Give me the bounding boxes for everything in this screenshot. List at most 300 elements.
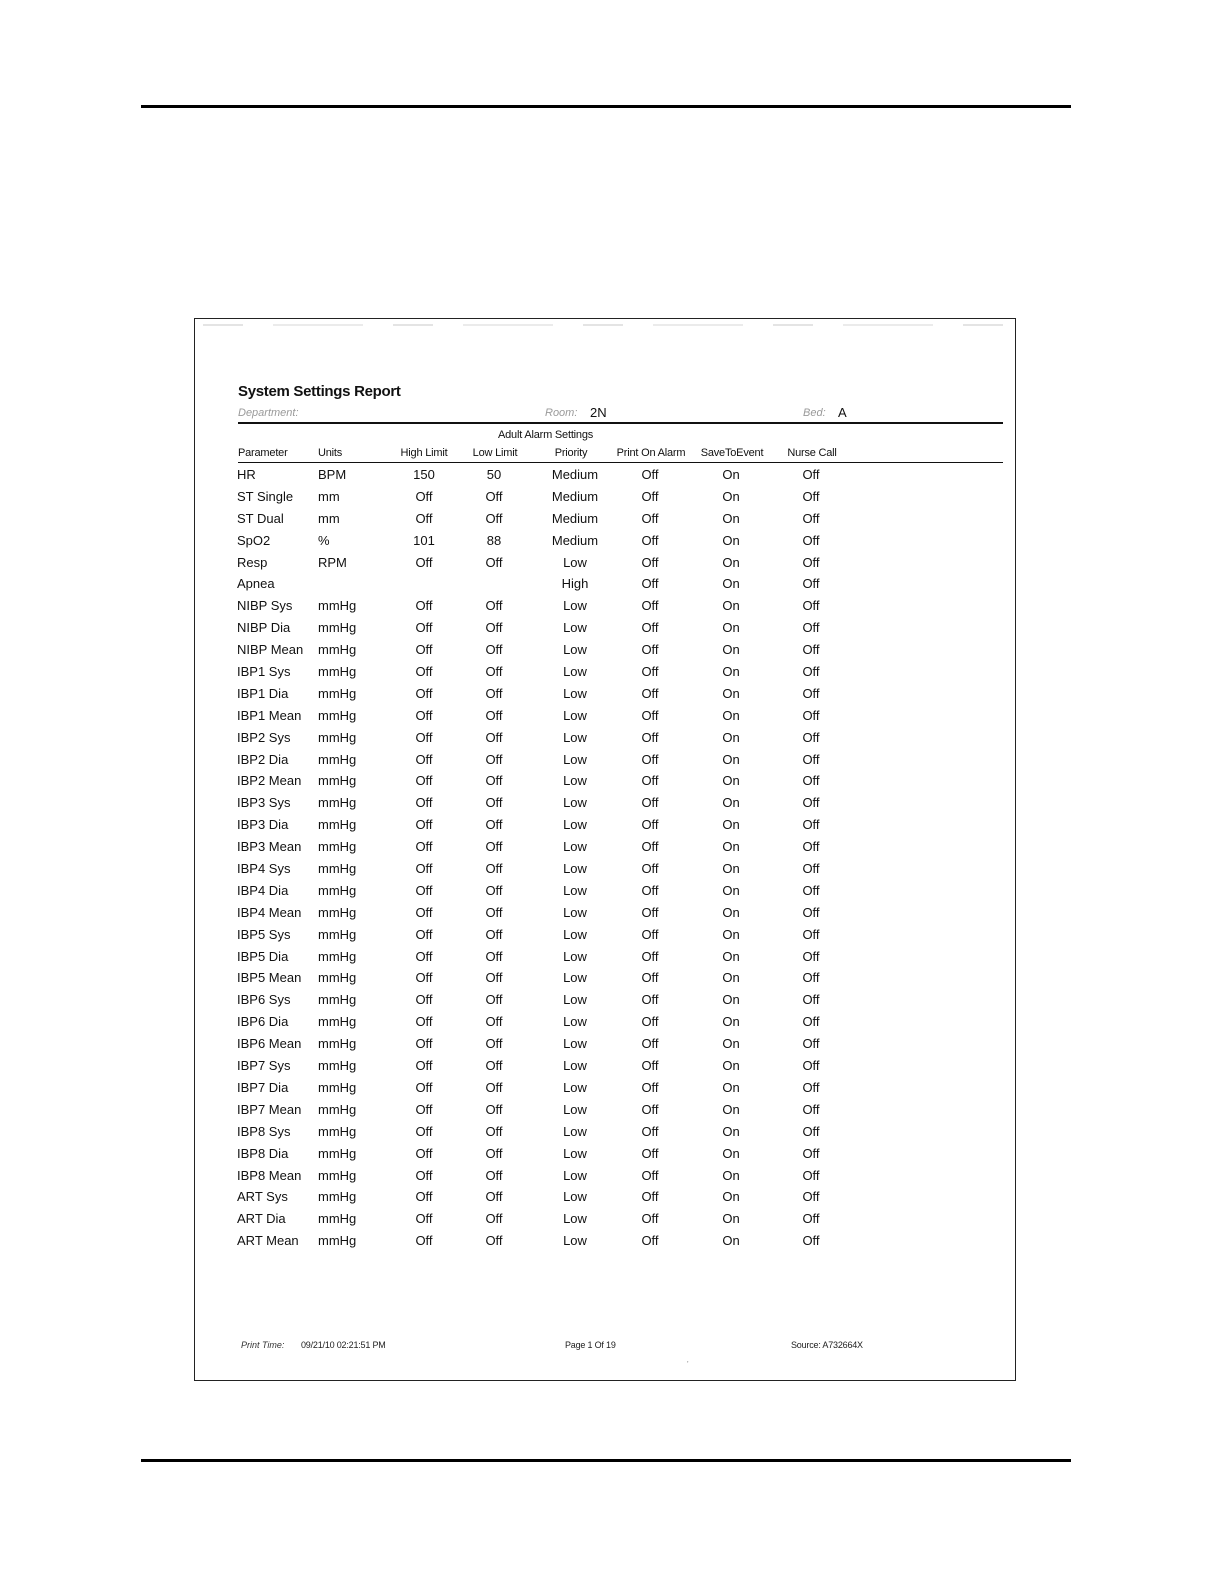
- row-nurse-call: Off: [802, 488, 820, 504]
- row-parameter: IBP1 Mean: [237, 707, 302, 723]
- row-high-limit: Off: [415, 620, 433, 636]
- row-low-limit: Off: [485, 948, 503, 964]
- row-parameter: HR: [237, 467, 256, 482]
- row-low-limit: Off: [485, 1123, 503, 1139]
- row-high-limit: Off: [415, 970, 433, 986]
- row-print-on-alarm: Off: [641, 642, 659, 658]
- row-save-to-event: On: [722, 467, 740, 482]
- row-high-limit: Off: [415, 904, 433, 920]
- row-save-to-event: On: [722, 1079, 740, 1095]
- table-row: [195, 968, 1015, 990]
- row-priority: Low: [563, 1211, 587, 1227]
- row-units: %: [318, 532, 330, 548]
- row-nurse-call: Off: [802, 970, 820, 986]
- row-save-to-event: On: [722, 664, 740, 680]
- row-priority: Low: [563, 598, 587, 614]
- row-low-limit: Off: [485, 795, 503, 811]
- scan-artifact: [203, 324, 1007, 326]
- row-high-limit: Off: [415, 642, 433, 658]
- department-label: Department:: [238, 407, 299, 419]
- row-priority: Low: [563, 751, 587, 767]
- row-low-limit: Off: [485, 620, 503, 636]
- row-print-on-alarm: Off: [641, 904, 659, 920]
- row-print-on-alarm: Off: [641, 554, 659, 570]
- table-row: [195, 815, 1015, 837]
- row-print-on-alarm: Off: [641, 532, 659, 548]
- row-units: mmHg: [318, 642, 357, 658]
- table-row: [195, 574, 1015, 596]
- row-units: mmHg: [318, 904, 357, 920]
- row-high-limit: Off: [415, 1189, 433, 1205]
- row-nurse-call: Off: [802, 992, 820, 1008]
- row-save-to-event: On: [722, 1145, 740, 1161]
- bed-label: Bed:: [803, 407, 826, 419]
- scan-speck: ’: [687, 1361, 689, 1368]
- row-priority: Low: [563, 992, 587, 1008]
- row-low-limit: Off: [485, 554, 503, 570]
- row-nurse-call: Off: [802, 554, 820, 570]
- table-row: [195, 684, 1015, 706]
- row-high-limit: Off: [415, 554, 433, 570]
- row-units: mm: [318, 510, 340, 526]
- row-nurse-call: Off: [802, 467, 820, 482]
- row-units: mmHg: [318, 1145, 357, 1161]
- row-print-on-alarm: Off: [641, 1145, 659, 1161]
- row-save-to-event: On: [722, 817, 740, 833]
- row-low-limit: Off: [485, 1036, 503, 1052]
- row-save-to-event: On: [722, 992, 740, 1008]
- row-nurse-call: Off: [802, 685, 820, 701]
- row-units: mmHg: [318, 948, 357, 964]
- table-row: [195, 618, 1015, 640]
- column-header-print-on-alarm: Print On Alarm: [616, 447, 686, 459]
- row-units: mmHg: [318, 882, 357, 898]
- page-number: Page 1 Of 19: [565, 1340, 616, 1350]
- row-low-limit: Off: [485, 1167, 503, 1183]
- row-parameter: IBP5 Dia: [237, 948, 289, 964]
- row-high-limit: Off: [415, 1233, 433, 1249]
- header-divider: [238, 422, 1003, 424]
- row-print-on-alarm: Off: [641, 620, 659, 636]
- row-nurse-call: Off: [802, 882, 820, 898]
- row-save-to-event: On: [722, 882, 740, 898]
- row-save-to-event: On: [722, 861, 740, 877]
- row-nurse-call: Off: [802, 510, 820, 526]
- row-high-limit: Off: [415, 598, 433, 614]
- row-units: mmHg: [318, 620, 357, 636]
- row-units: mmHg: [318, 1079, 357, 1095]
- row-priority: Low: [563, 948, 587, 964]
- row-parameter: IBP3 Dia: [237, 817, 289, 833]
- row-print-on-alarm: Off: [641, 664, 659, 680]
- table-row: [195, 1122, 1015, 1144]
- row-high-limit: Off: [415, 817, 433, 833]
- row-print-on-alarm: Off: [641, 751, 659, 767]
- row-low-limit: Off: [485, 882, 503, 898]
- row-print-on-alarm: Off: [641, 992, 659, 1008]
- row-nurse-call: Off: [802, 861, 820, 877]
- row-high-limit: Off: [415, 1101, 433, 1117]
- row-print-on-alarm: Off: [641, 1101, 659, 1117]
- row-high-limit: Off: [415, 882, 433, 898]
- row-high-limit: Off: [415, 510, 433, 526]
- row-print-on-alarm: Off: [641, 970, 659, 986]
- column-header-save-to-event: SaveToEvent: [700, 447, 764, 459]
- row-priority: Medium: [551, 532, 599, 548]
- row-priority: Medium: [551, 467, 599, 482]
- row-nurse-call: Off: [802, 795, 820, 811]
- source-id: Source: A732664X: [791, 1340, 863, 1350]
- row-units: mmHg: [318, 992, 357, 1008]
- row-nurse-call: Off: [802, 1211, 820, 1227]
- row-parameter: NIBP Dia: [237, 620, 291, 636]
- row-low-limit: Off: [485, 861, 503, 877]
- row-parameter: ART Mean: [237, 1233, 299, 1249]
- row-parameter: IBP1 Sys: [237, 664, 291, 680]
- row-low-limit: Off: [485, 1211, 503, 1227]
- row-parameter: IBP6 Sys: [237, 992, 291, 1008]
- column-header-nurse-call: Nurse Call: [787, 447, 837, 459]
- row-low-limit: Off: [485, 510, 503, 526]
- row-priority: Medium: [551, 488, 599, 504]
- row-high-limit: 150: [413, 467, 435, 482]
- row-units: mmHg: [318, 1189, 357, 1205]
- row-high-limit: Off: [415, 861, 433, 877]
- row-low-limit: Off: [485, 488, 503, 504]
- row-nurse-call: Off: [802, 773, 820, 789]
- table-row: [195, 553, 1015, 575]
- column-header-low-limit: Low Limit: [472, 447, 518, 459]
- row-priority: Low: [563, 861, 587, 877]
- column-header-units: Units: [318, 447, 343, 459]
- row-save-to-event: On: [722, 488, 740, 504]
- row-nurse-call: Off: [802, 1101, 820, 1117]
- row-units: mmHg: [318, 598, 357, 614]
- row-low-limit: Off: [485, 664, 503, 680]
- row-save-to-event: On: [722, 707, 740, 723]
- row-print-on-alarm: Off: [641, 1079, 659, 1095]
- table-row: [195, 728, 1015, 750]
- row-print-on-alarm: Off: [641, 510, 659, 526]
- row-nurse-call: Off: [802, 751, 820, 767]
- room-label: Room:: [545, 407, 578, 419]
- row-high-limit: Off: [415, 1211, 433, 1227]
- row-print-on-alarm: Off: [641, 685, 659, 701]
- row-high-limit: Off: [415, 707, 433, 723]
- row-parameter: ST Single: [237, 488, 294, 504]
- row-low-limit: Off: [485, 1101, 503, 1117]
- row-nurse-call: Off: [802, 576, 820, 592]
- table-row: [195, 531, 1015, 553]
- table-row: [195, 596, 1015, 618]
- row-low-limit: Off: [485, 729, 503, 745]
- row-units: mmHg: [318, 1058, 357, 1074]
- print-time-value: 09/21/10 02:21:51 PM: [301, 1340, 386, 1350]
- row-nurse-call: Off: [802, 664, 820, 680]
- table-row: [195, 1209, 1015, 1231]
- row-print-on-alarm: Off: [641, 1211, 659, 1227]
- row-units: RPM: [318, 554, 347, 570]
- row-priority: Low: [563, 642, 587, 658]
- row-units: mmHg: [318, 970, 357, 986]
- row-priority: Low: [563, 1123, 587, 1139]
- row-nurse-call: Off: [802, 1167, 820, 1183]
- table-row: [195, 793, 1015, 815]
- row-save-to-event: On: [722, 795, 740, 811]
- row-priority: Low: [563, 795, 587, 811]
- row-parameter: ART Sys: [237, 1189, 288, 1205]
- row-priority: Low: [563, 904, 587, 920]
- row-units: mmHg: [318, 1123, 357, 1139]
- row-high-limit: Off: [415, 751, 433, 767]
- row-low-limit: Off: [485, 685, 503, 701]
- row-units: mmHg: [318, 1014, 357, 1030]
- row-save-to-event: On: [722, 1014, 740, 1030]
- row-units: mmHg: [318, 861, 357, 877]
- row-low-limit: Off: [485, 1014, 503, 1030]
- row-print-on-alarm: Off: [641, 1123, 659, 1139]
- page-bottom-rule: [141, 1459, 1071, 1462]
- row-print-on-alarm: Off: [641, 707, 659, 723]
- table-row: [195, 881, 1015, 903]
- table-row: [195, 662, 1015, 684]
- row-high-limit: Off: [415, 729, 433, 745]
- row-units: mmHg: [318, 817, 357, 833]
- row-priority: Low: [563, 1189, 587, 1205]
- row-nurse-call: Off: [802, 598, 820, 614]
- row-high-limit: Off: [415, 1145, 433, 1161]
- row-print-on-alarm: Off: [641, 1189, 659, 1205]
- row-low-limit: Off: [485, 904, 503, 920]
- row-nurse-call: Off: [802, 1079, 820, 1095]
- row-print-on-alarm: Off: [641, 1014, 659, 1030]
- row-units: mmHg: [318, 1211, 357, 1227]
- row-low-limit: Off: [485, 707, 503, 723]
- row-high-limit: Off: [415, 664, 433, 680]
- row-units: BPM: [318, 467, 347, 482]
- alarm-settings-table: [195, 465, 1015, 1253]
- row-parameter: IBP2 Mean: [237, 773, 302, 789]
- row-low-limit: Off: [485, 642, 503, 658]
- row-save-to-event: On: [722, 554, 740, 570]
- row-nurse-call: Off: [802, 1145, 820, 1161]
- table-row: [195, 640, 1015, 662]
- table-row: [195, 990, 1015, 1012]
- row-print-on-alarm: Off: [641, 773, 659, 789]
- table-row: [195, 509, 1015, 531]
- row-parameter: IBP8 Mean: [237, 1167, 302, 1183]
- row-priority: Low: [563, 970, 587, 986]
- row-priority: Low: [563, 620, 587, 636]
- row-priority: Low: [563, 1145, 587, 1161]
- row-high-limit: Off: [415, 926, 433, 942]
- row-priority: Low: [563, 1079, 587, 1095]
- row-priority: Low: [563, 817, 587, 833]
- row-units: mmHg: [318, 664, 357, 680]
- table-row: [195, 750, 1015, 772]
- table-row: [195, 903, 1015, 925]
- row-low-limit: Off: [485, 926, 503, 942]
- column-header-high-limit: High Limit: [400, 447, 448, 459]
- row-priority: Low: [563, 882, 587, 898]
- row-low-limit: Off: [485, 773, 503, 789]
- row-nurse-call: Off: [802, 642, 820, 658]
- row-priority: Low: [563, 1036, 587, 1052]
- row-units: mmHg: [318, 685, 357, 701]
- table-row: [195, 1231, 1015, 1253]
- row-parameter: IBP2 Sys: [237, 729, 291, 745]
- row-high-limit: Off: [415, 1058, 433, 1074]
- page-top-rule: [141, 105, 1071, 108]
- table-row: [195, 1166, 1015, 1188]
- row-parameter: IBP3 Mean: [237, 839, 302, 855]
- table-row: [195, 837, 1015, 859]
- row-print-on-alarm: Off: [641, 467, 659, 482]
- table-row: [195, 1034, 1015, 1056]
- row-print-on-alarm: Off: [641, 839, 659, 855]
- row-units: mmHg: [318, 1036, 357, 1052]
- row-nurse-call: Off: [802, 620, 820, 636]
- row-low-limit: Off: [485, 1079, 503, 1095]
- row-high-limit: Off: [415, 1014, 433, 1030]
- row-units: mmHg: [318, 1233, 357, 1249]
- row-high-limit: Off: [415, 1167, 433, 1183]
- row-priority: Low: [563, 729, 587, 745]
- row-parameter: IBP5 Sys: [237, 926, 291, 942]
- row-save-to-event: On: [722, 948, 740, 964]
- row-units: mmHg: [318, 839, 357, 855]
- row-save-to-event: On: [722, 1123, 740, 1139]
- column-header-parameter: Parameter: [238, 447, 288, 459]
- row-parameter: IBP8 Sys: [237, 1123, 291, 1139]
- row-low-limit: Off: [485, 751, 503, 767]
- row-save-to-event: On: [722, 839, 740, 855]
- table-row: [195, 1012, 1015, 1034]
- table-row: [195, 1078, 1015, 1100]
- row-save-to-event: On: [722, 751, 740, 767]
- row-high-limit: Off: [415, 1079, 433, 1095]
- row-nurse-call: Off: [802, 1189, 820, 1205]
- table-group-title: Adult Alarm Settings: [498, 429, 594, 441]
- row-high-limit: Off: [415, 1036, 433, 1052]
- row-units: mmHg: [318, 1167, 357, 1183]
- row-parameter: Apnea: [237, 576, 275, 592]
- room-value: 2N: [590, 405, 607, 420]
- row-priority: High: [561, 576, 589, 592]
- table-row: [195, 1100, 1015, 1122]
- row-high-limit: Off: [415, 685, 433, 701]
- table-row: [195, 1187, 1015, 1209]
- row-low-limit: Off: [485, 992, 503, 1008]
- row-parameter: IBP2 Dia: [237, 751, 289, 767]
- row-units: mmHg: [318, 751, 357, 767]
- row-nurse-call: Off: [802, 817, 820, 833]
- scanned-report-image: [194, 318, 1016, 1381]
- row-nurse-call: Off: [802, 1123, 820, 1139]
- row-save-to-event: On: [722, 1233, 740, 1249]
- row-nurse-call: Off: [802, 926, 820, 942]
- row-parameter: IBP7 Sys: [237, 1058, 291, 1074]
- row-priority: Low: [563, 839, 587, 855]
- row-nurse-call: Off: [802, 729, 820, 745]
- row-print-on-alarm: Off: [641, 926, 659, 942]
- table-row: [195, 487, 1015, 509]
- row-parameter: IBP3 Sys: [237, 795, 291, 811]
- column-header-priority: Priority: [554, 447, 588, 459]
- row-low-limit: Off: [485, 1058, 503, 1074]
- row-nurse-call: Off: [802, 1014, 820, 1030]
- row-parameter: IBP5 Mean: [237, 970, 302, 986]
- row-priority: Low: [563, 554, 587, 570]
- row-parameter: SpO2: [237, 532, 271, 548]
- row-high-limit: Off: [415, 773, 433, 789]
- row-print-on-alarm: Off: [641, 1233, 659, 1249]
- row-save-to-event: On: [722, 904, 740, 920]
- row-low-limit: Off: [485, 970, 503, 986]
- row-priority: Low: [563, 773, 587, 789]
- row-save-to-event: On: [722, 970, 740, 986]
- row-high-limit: Off: [415, 488, 433, 504]
- row-parameter: IBP8 Dia: [237, 1145, 289, 1161]
- table-row: [195, 925, 1015, 947]
- table-row: [195, 859, 1015, 881]
- row-save-to-event: On: [722, 1211, 740, 1227]
- row-priority: Medium: [551, 510, 599, 526]
- column-header-rule: [238, 462, 1003, 463]
- row-high-limit: Off: [415, 795, 433, 811]
- row-print-on-alarm: Off: [641, 795, 659, 811]
- row-low-limit: Off: [485, 598, 503, 614]
- row-print-on-alarm: Off: [641, 882, 659, 898]
- row-save-to-event: On: [722, 1058, 740, 1074]
- row-save-to-event: On: [722, 773, 740, 789]
- print-time-label: Print Time:: [241, 1340, 285, 1350]
- row-print-on-alarm: Off: [641, 488, 659, 504]
- row-low-limit: 88: [486, 532, 502, 548]
- row-high-limit: Off: [415, 992, 433, 1008]
- row-units: mm: [318, 488, 340, 504]
- row-low-limit: Off: [485, 817, 503, 833]
- table-row: [195, 1144, 1015, 1166]
- row-print-on-alarm: Off: [641, 817, 659, 833]
- row-parameter: IBP7 Mean: [237, 1101, 302, 1117]
- row-priority: Low: [563, 1101, 587, 1117]
- report-title: System Settings Report: [238, 383, 401, 400]
- row-print-on-alarm: Off: [641, 1036, 659, 1052]
- row-parameter: IBP1 Dia: [237, 685, 289, 701]
- row-nurse-call: Off: [802, 1036, 820, 1052]
- row-high-limit: 101: [413, 532, 435, 548]
- row-parameter: NIBP Mean: [237, 642, 304, 658]
- row-high-limit: Off: [415, 1123, 433, 1139]
- row-low-limit: Off: [485, 839, 503, 855]
- row-parameter: IBP4 Dia: [237, 882, 289, 898]
- row-parameter: Resp: [237, 554, 268, 570]
- row-parameter: IBP7 Dia: [237, 1079, 289, 1095]
- row-priority: Low: [563, 685, 587, 701]
- row-parameter: IBP6 Dia: [237, 1014, 289, 1030]
- row-nurse-call: Off: [802, 904, 820, 920]
- row-low-limit: Off: [485, 1145, 503, 1161]
- row-low-limit: Off: [485, 1233, 503, 1249]
- row-nurse-call: Off: [802, 839, 820, 855]
- table-row: [195, 771, 1015, 793]
- row-units: mmHg: [318, 926, 357, 942]
- row-save-to-event: On: [722, 576, 740, 592]
- row-save-to-event: On: [722, 1189, 740, 1205]
- row-parameter: IBP6 Mean: [237, 1036, 302, 1052]
- row-save-to-event: On: [722, 926, 740, 942]
